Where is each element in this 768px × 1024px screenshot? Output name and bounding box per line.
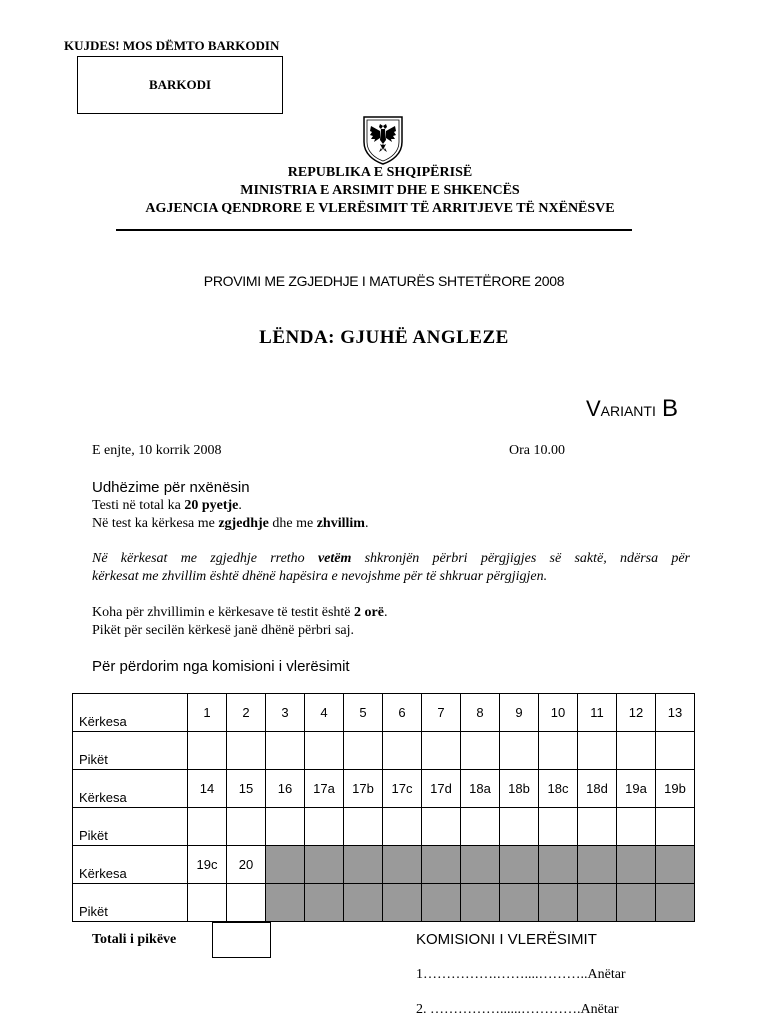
row-label-points: Pikët <box>73 808 188 846</box>
question-cell: 19c <box>188 846 227 884</box>
shaded-cell <box>344 884 383 922</box>
points-cell[interactable] <box>461 732 500 770</box>
subject-title: LËNDA: GJUHË ANGLEZE <box>259 327 509 348</box>
shaded-cell <box>266 846 305 884</box>
points-cell[interactable] <box>539 732 578 770</box>
instruction-points: Pikët për secilën kërkesë janë dhënë përbri saj. <box>92 623 355 638</box>
question-cell: 18c <box>539 770 578 808</box>
question-cell: 17b <box>344 770 383 808</box>
question-cell: 18b <box>500 770 539 808</box>
question-cell: 4 <box>305 694 344 732</box>
instruction-duration: Koha për zhvillimin e kërkesave të testit është 2 orë. <box>92 605 388 620</box>
instruction-question-types: Në test ka kërkesa me zgjedhje dhe me zhvillim. <box>92 516 369 531</box>
table-row-questions-3 <box>73 846 695 884</box>
shaded-cell <box>305 884 344 922</box>
shaded-cell <box>656 846 695 884</box>
question-cell: 8 <box>461 694 500 732</box>
score-table <box>72 693 695 922</box>
question-cell: 2 <box>227 694 266 732</box>
shaded-cell <box>422 846 461 884</box>
header-republic: REPUBLIKA E SHQIPËRISË <box>287 165 473 180</box>
shaded-cell <box>266 884 305 922</box>
header-agency: AGJENCIA QENDRORE E VLERËSIMIT TË ARRITJEVE TË NXËNËSVE <box>145 201 615 216</box>
question-cell: 7 <box>422 694 461 732</box>
points-cell[interactable] <box>578 808 617 846</box>
row-label-question: Kërkesa <box>73 846 188 884</box>
points-cell[interactable] <box>188 808 227 846</box>
instructions-heading: Udhëzime për nxënësin <box>92 479 250 496</box>
points-cell[interactable] <box>578 732 617 770</box>
points-cell[interactable] <box>383 808 422 846</box>
shaded-cell <box>578 846 617 884</box>
question-cell: 20 <box>227 846 266 884</box>
header-ministry: MINISTRIA E ARSIMIT DHE E SHKENCËS <box>240 183 520 198</box>
points-cell[interactable] <box>266 808 305 846</box>
question-cell: 9 <box>500 694 539 732</box>
question-cell: 17d <box>422 770 461 808</box>
committee-member-2: 2. ……………......………….Anëtar <box>416 1002 619 1017</box>
question-cell: 10 <box>539 694 578 732</box>
points-cell[interactable] <box>656 732 695 770</box>
points-cell[interactable] <box>227 808 266 846</box>
shaded-cell <box>578 884 617 922</box>
shaded-cell <box>617 846 656 884</box>
committee-member-1: 1…………….……....………..Anëtar <box>416 967 626 982</box>
points-cell[interactable] <box>617 808 656 846</box>
barcode-box <box>77 56 283 114</box>
question-cell: 17c <box>383 770 422 808</box>
committee-use-heading: Për përdorim nga komisioni i vlerësimit <box>92 658 350 675</box>
row-label-question: Kërkesa <box>73 770 188 808</box>
points-cell[interactable] <box>500 732 539 770</box>
shaded-cell <box>383 884 422 922</box>
row-label-question: Kërkesa <box>73 694 188 732</box>
shaded-cell <box>656 884 695 922</box>
question-cell: 17a <box>305 770 344 808</box>
row-label-points: Pikët <box>73 884 188 922</box>
question-cell: 19b <box>656 770 695 808</box>
points-cell[interactable] <box>539 808 578 846</box>
points-cell[interactable] <box>188 732 227 770</box>
shaded-cell <box>383 846 422 884</box>
points-cell[interactable] <box>500 808 539 846</box>
shaded-cell <box>305 846 344 884</box>
question-cell: 16 <box>266 770 305 808</box>
question-cell: 15 <box>227 770 266 808</box>
question-cell: 5 <box>344 694 383 732</box>
header-divider <box>116 229 632 231</box>
shaded-cell <box>500 846 539 884</box>
barcode-label: BARKODI <box>148 77 212 92</box>
committee-title: KOMISIONI I VLERËSIMIT <box>416 931 597 948</box>
table-row-points-1 <box>73 732 695 770</box>
instruction-question-count: Testi në total ka 20 pyetje. <box>92 498 242 513</box>
shaded-cell <box>539 884 578 922</box>
table-row-questions-1 <box>73 694 695 732</box>
total-points-label: Totali i pikëve <box>92 932 177 947</box>
barcode-warning: KUJDES! MOS DËMTO BARKODIN <box>64 38 280 53</box>
instruction-answer-method-line1: Në kërkesat me zgjedhje rretho vetëm shkronjën përbri përgjigjes së saktë, ndërsa për <box>92 551 691 566</box>
shaded-cell <box>500 884 539 922</box>
variant-word-rest: ARIANTI <box>600 403 656 419</box>
points-cell[interactable] <box>305 808 344 846</box>
variant-word-initial: V <box>585 396 601 421</box>
variant-label <box>586 395 678 423</box>
shaded-cell <box>461 846 500 884</box>
points-cell[interactable] <box>617 732 656 770</box>
points-cell[interactable] <box>188 884 227 922</box>
points-cell[interactable] <box>305 732 344 770</box>
points-cell[interactable] <box>344 808 383 846</box>
question-cell: 18d <box>578 770 617 808</box>
points-cell[interactable] <box>656 808 695 846</box>
exam-time: Ora 10.00 <box>509 443 565 458</box>
exam-title: PROVIMI ME ZGJEDHJE I MATURËS SHTETËRORE 2008 <box>203 273 565 289</box>
shaded-cell <box>344 846 383 884</box>
points-cell[interactable] <box>422 732 461 770</box>
row-label-points: Pikët <box>73 732 188 770</box>
variant-letter: B <box>661 395 678 422</box>
shaded-cell <box>422 884 461 922</box>
question-cell: 1 <box>188 694 227 732</box>
points-cell[interactable] <box>227 884 266 922</box>
points-cell[interactable] <box>266 732 305 770</box>
points-cell[interactable] <box>461 808 500 846</box>
points-cell[interactable] <box>383 732 422 770</box>
table-row-points-3 <box>73 884 695 922</box>
shaded-cell <box>617 884 656 922</box>
question-cell: 6 <box>383 694 422 732</box>
points-cell[interactable] <box>422 808 461 846</box>
table-row-points-2 <box>73 808 695 846</box>
instruction-answer-method-line2: kërkesat me zhvillim është dhënë hapësira e nevojshme për të shkruar përgjigjen. <box>92 569 548 584</box>
question-cell: 13 <box>656 694 695 732</box>
points-cell[interactable] <box>227 732 266 770</box>
question-cell: 11 <box>578 694 617 732</box>
question-cell: 14 <box>188 770 227 808</box>
exam-date: E enjte, 10 korrik 2008 <box>92 443 222 458</box>
question-cell: 18a <box>461 770 500 808</box>
albania-emblem-icon <box>360 114 406 166</box>
points-cell[interactable] <box>344 732 383 770</box>
question-cell: 19a <box>617 770 656 808</box>
shaded-cell <box>539 846 578 884</box>
total-points-box[interactable] <box>212 922 271 958</box>
question-cell: 12 <box>617 694 656 732</box>
shaded-cell <box>461 884 500 922</box>
table-row-questions-2 <box>73 770 695 808</box>
question-cell: 3 <box>266 694 305 732</box>
